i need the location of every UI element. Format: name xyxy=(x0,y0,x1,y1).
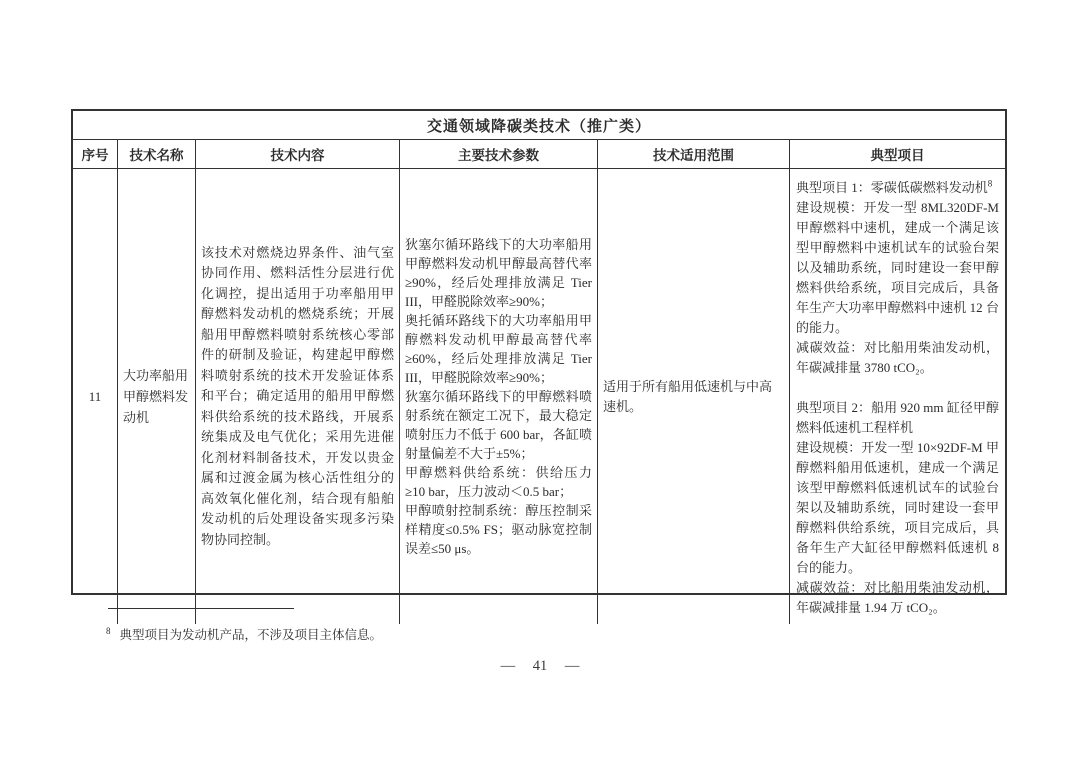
parameter-item: 狄塞尔循环路线下的甲醇燃料喷射系统在额定工况下，最大稳定喷射压力不低于 600 bar，各缸喷射量偏差不大于±5%； xyxy=(405,389,592,461)
header-tech-parameters: 主要技术参数 xyxy=(400,140,598,168)
project-2-benefit: 减碳效益：对比船用柴油发动机，年碳减排量 1.94 万 tCO₂。 xyxy=(796,580,999,615)
page-number: — 41 — xyxy=(500,658,580,674)
parameter-item: 狄塞尔循环路线下的大功率船用甲醇燃料发动机甲醇最高替代率≥90%，经后处理排放满足 Tier III，甲醛脱除效率≥90%； xyxy=(405,237,592,309)
header-tech-name: 技术名称 xyxy=(118,140,196,168)
project-1-benefit: 减碳效益：对比船用柴油发动机，年碳减排量 3780 tCO₂。 xyxy=(796,340,999,375)
project-1 xyxy=(796,178,999,378)
header-tech-content: 技术内容 xyxy=(196,140,400,168)
parameter-item: 奥托循环路线下的大功率船用甲醇燃料发动机甲醇最高替代率≥60%，经后处理排放满足 Tier III，甲醛脱除效率≥90%； xyxy=(405,313,592,385)
cell-tech-name: 大功率船用甲醇燃料发动机 xyxy=(118,169,196,624)
table-row xyxy=(73,169,1005,615)
cell-tech-parameters xyxy=(400,169,598,624)
project-2 xyxy=(796,398,999,618)
table-header-row xyxy=(73,140,1005,169)
project-2-title: 典型项目 2：船用 920 mm 缸径甲醇燃料低速机工程样机 xyxy=(796,400,999,435)
tech-content-text: 该技术对燃烧边界条件、油气室协同作用、燃料活性分层进行优化调控，提出适用于功率船用甲醇燃料发动机的燃烧系统；开展船用甲醇燃料喷射系统核心零部件的研制及验证，构建起甲醇燃料喷射系统的技术开发验证体系和平台；确定适用的船用甲醇燃料供给系统的技术路线，开展系统集成及电气优化；采用先进催化剂材料制备技术，开发以贵金属和过渡金属为核心活性组分的高效氧化催化剂，结合现有船舶发动机的后处理设备实现多污染物协同控制。 xyxy=(201,244,394,547)
header-index: 序号 xyxy=(73,140,118,168)
cell-typical-projects xyxy=(790,169,1005,624)
parameter-item: 甲醇喷射控制系统：醇压控制采样精度≤0.5% FS；驱动脉宽控制误差≤50 μs。 xyxy=(405,503,592,556)
footnote xyxy=(106,626,866,644)
footnote-text: 典型项目为发动机产品，不涉及项目主体信息。 xyxy=(119,628,383,642)
tech-scope-text: 适用于所有船用低速机与中高速机。 xyxy=(603,378,773,414)
cell-index: 11 xyxy=(73,169,118,624)
table-title: 交通领域降碳类技术（推广类） xyxy=(73,111,1005,140)
parameter-item: 甲醇燃料供给系统：供给压力≥10 bar，压力波动＜0.5 bar； xyxy=(405,465,592,499)
header-typical-projects: 典型项目 xyxy=(870,148,925,163)
project-2-scale: 建设规模：开发一型 10×92DF-M 甲醇燃料船用低速机，建成一个满足该型甲醇燃料低速机试车的试验台架以及辅助系统，同时建设一套甲醇燃料供给系统，项目完成后，具备年生产大缸径甲醇燃料低速机 8 台的能力。 xyxy=(796,440,999,575)
footnote-mark: 8 xyxy=(106,625,111,636)
footnote-reference-mark: 8 xyxy=(987,178,993,189)
technology-table xyxy=(71,109,1007,615)
cell-tech-content xyxy=(196,169,400,624)
footnote-divider xyxy=(108,608,294,609)
cell-tech-scope xyxy=(598,169,790,624)
project-1-scale: 建设规模：开发一型 8ML320DF-M 甲醇燃料中速机，建成一个满足该型甲醇燃料中速机试车的试验台架以及辅助系统，同时建设一套甲醇燃料供给系统，项目完成后，具备年生产大功率甲醇燃料中速机 12 台的能力。 xyxy=(796,200,999,335)
header-tech-scope: 技术适用范围 xyxy=(598,140,790,168)
project-1-title: 典型项目 1：零碳低碳燃料发动机$^8$ xyxy=(796,178,993,195)
